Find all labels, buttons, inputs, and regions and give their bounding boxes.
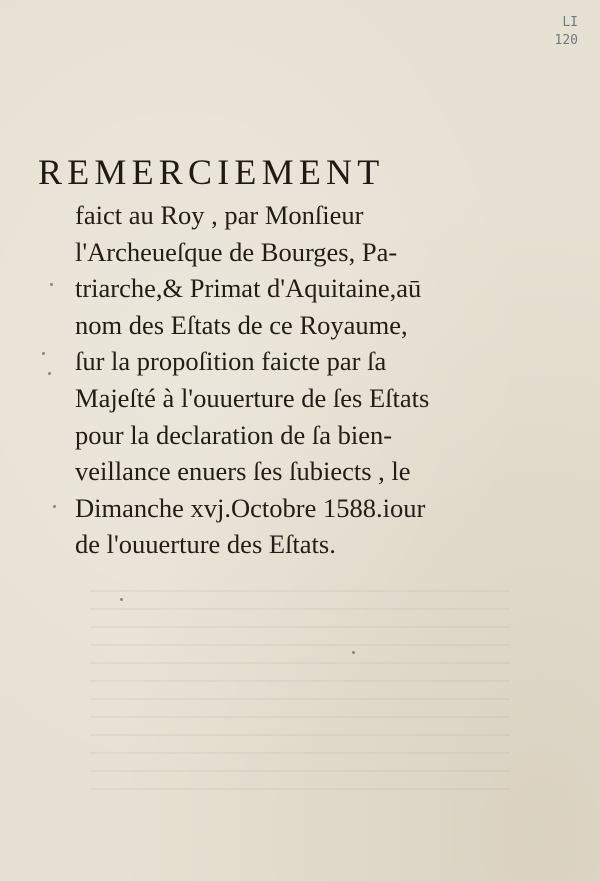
shelfmark-line-1: LI: [562, 15, 578, 30]
text-line: l'Archeueſque de Bourges, Pa-: [75, 236, 398, 267]
bleed-through-texture: [90, 590, 510, 790]
shelfmark-line-2: 120: [554, 33, 578, 48]
text-line: pour la declaration de ſa bien-: [75, 419, 393, 450]
ink-fleck: [352, 651, 355, 654]
text-line: de l'ouuerture des Eſtats.: [75, 529, 336, 560]
shelfmark-annotation: [555, 14, 578, 50]
page-title: REMERCIEMENT: [38, 152, 385, 192]
ink-fleck: [42, 352, 45, 355]
text-line: Dimanche xvj.Octobre 1588.iour: [75, 492, 426, 523]
text-line: faict au Roy , par Monſieur: [75, 200, 364, 230]
ink-fleck: [120, 598, 123, 601]
text-line: veillance enuers ſes ſubiects , le: [75, 456, 411, 487]
text-line: Majeſté à l'ouuerture de ſes Eſtats: [75, 382, 430, 413]
ink-fleck: [50, 283, 53, 286]
text-line: nom des Eſtats de ce Royaume,: [75, 309, 408, 340]
body-paragraph: [75, 197, 505, 563]
ink-fleck: [53, 505, 56, 508]
text-line: ſur la propoſition faicte par ſa: [75, 346, 387, 377]
text-line: triarche,& Primat d'Aquitaine,aū: [75, 273, 422, 304]
ink-fleck: [48, 372, 51, 375]
